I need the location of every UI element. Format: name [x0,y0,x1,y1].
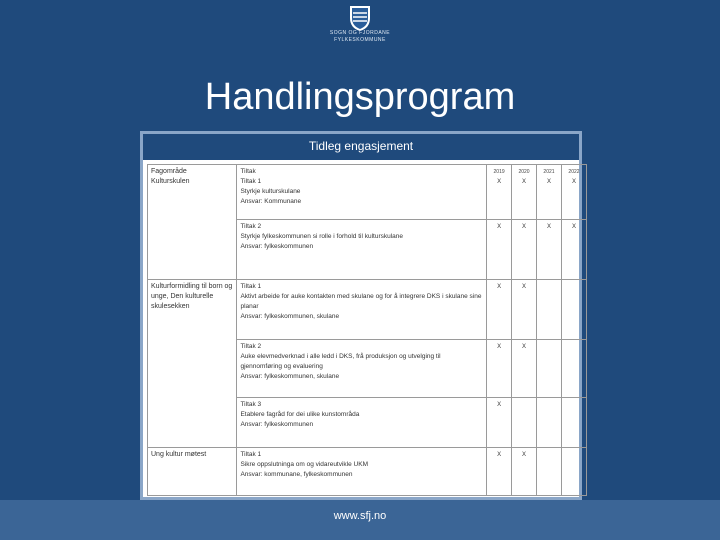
year-label: 2019 [493,169,505,175]
year-cell [512,165,537,220]
table-row [148,165,587,220]
area-cell [148,165,237,280]
year-cell [487,398,512,448]
year-label: 2020 [518,169,530,175]
mark: X [522,179,527,185]
tiltak-header: Tiltak [240,168,256,175]
year-cell [561,280,586,340]
year-cell [537,398,562,448]
year-cell [537,340,562,398]
year-cell [561,448,586,496]
tiltak-name: Tiltak 2 [240,343,262,350]
year-cell [512,220,537,280]
plan-table [147,164,587,496]
tiltak-cell [237,220,487,280]
year-cell [537,220,562,280]
tiltak-ansvar: Ansvar: kommunane, fylkeskommunen [240,471,353,478]
year-label: 2021 [543,169,555,175]
mark: X [522,452,527,458]
tiltak-ansvar: Ansvar: fylkeskommunen [240,243,314,250]
year-label: 2022 [568,169,580,175]
tiltak-name: Tiltak 1 [240,451,262,458]
mark: X [497,402,502,408]
tiltak-ansvar: Ansvar: fylkeskommunen, skulane [240,373,340,380]
tiltak-cell [237,340,487,398]
tiltak-name: Tiltak 2 [240,223,262,230]
tiltak-desc: Styrkje kulturskulane [240,188,301,195]
mark: X [522,224,527,230]
mark: X [497,284,502,290]
mark: X [571,179,576,185]
mark: X [571,224,576,230]
area-cell [148,280,237,448]
tiltak-desc: Styrkje fylkeskommunen si rolle i forhold til kulturskulane [240,233,404,240]
mark: X [497,179,502,185]
year-cell [561,220,586,280]
mark: X [546,179,551,185]
slide-title: Handlingsprogram [204,76,516,118]
footer-url[interactable]: www.sfj.no [333,510,387,522]
year-cell [561,398,586,448]
mark: X [497,452,502,458]
tiltak-cell [237,448,487,496]
panel-title: Tidleg engasjement [143,134,579,160]
organization-name [300,30,420,44]
tiltak-ansvar: Ansvar: fylkeskommunen [240,421,314,428]
area-name: Kulturformidling til born og unge, Den kulturelle skulesekken [151,283,233,310]
year-cell [537,448,562,496]
tiltak-name: Tiltak 1 [240,283,262,290]
year-cell [487,448,512,496]
mark: X [546,224,551,230]
year-cell [487,340,512,398]
tiltak-ansvar: Ansvar: Kommunane [240,198,302,205]
tiltak-name: Tiltak 1 [240,178,262,185]
area-cell [148,448,237,496]
table-row [148,448,587,496]
tiltak-desc: Aktivt arbeide for auke kontakten med skulane og for å integrere DKS i skulane sine planar [240,293,482,310]
year-cell [512,340,537,398]
year-cell [537,165,562,220]
year-cell [561,165,586,220]
table-row [148,280,587,340]
tiltak-ansvar: Ansvar: fylkeskommunen, skulane [240,313,340,320]
year-cell [537,280,562,340]
year-cell [512,280,537,340]
mark: X [522,344,527,350]
tiltak-name: Tiltak 3 [240,401,262,408]
mark: X [522,284,527,290]
tiltak-desc: Etablere fagråd for dei ulike kunstområda [240,411,360,418]
mark: X [497,344,502,350]
area-name: Kulturskulen [151,178,190,185]
year-cell [487,165,512,220]
org-line-1: SOGN OG FJORDANE [329,30,391,36]
year-cell [487,280,512,340]
year-cell [561,340,586,398]
mark: X [497,224,502,230]
tiltak-cell [237,165,487,220]
year-cell [512,398,537,448]
tiltak-cell [237,280,487,340]
tiltak-desc: Auke elevmedverknad i alle ledd i DKS, frå produksjon og utvelging til gjennomføring og evaluering [240,353,441,370]
tiltak-cell [237,398,487,448]
coat-of-arms-logo [340,4,380,32]
year-cell [512,448,537,496]
area-header: Fagområde [151,168,187,175]
year-cell [487,220,512,280]
plan-panel [140,131,582,500]
org-line-2: FYLKESKOMMUNE [334,37,386,43]
tiltak-desc: Sikre oppslutninga om og vidareutvikle UKM [240,461,368,468]
area-name: Ung kultur møtest [151,451,207,458]
